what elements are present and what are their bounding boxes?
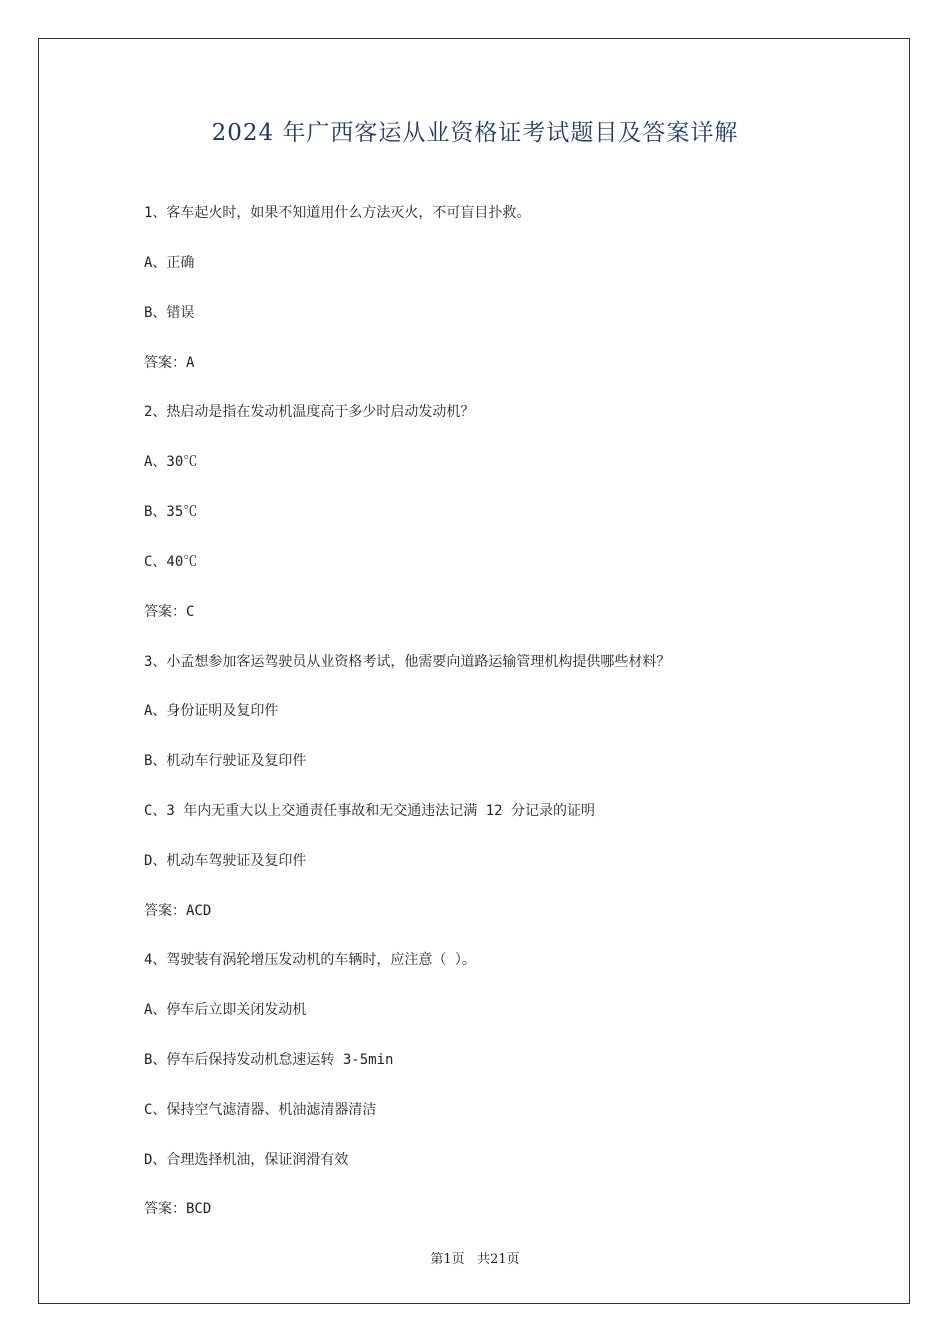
- question-4-answer: 答案：BCD: [144, 1201, 212, 1217]
- question-3-option-a: A、身份证明及复印件: [144, 703, 279, 719]
- question-4-option-a: A、停车后立即关闭发动机: [144, 1002, 307, 1018]
- question-1-option-a: A、正确: [144, 255, 195, 271]
- question-3-text: 3、小孟想参加客运驾驶员从业资格考试，他需要向道路运输管理机构提供哪些材料？: [144, 654, 671, 670]
- question-4-text: 4、驾驶装有涡轮增压发动机的车辆时，应注意（ ）。: [144, 952, 476, 968]
- question-2-option-a: A、30℃: [144, 454, 198, 470]
- question-3-option-b: B、机动车行驶证及复印件: [144, 753, 307, 769]
- question-3-option-c: C、3 年内无重大以上交通责任事故和无交通违法记满 12 分记录的证明: [144, 803, 595, 819]
- question-4-option-d: D、合理选择机油，保证润滑有效: [144, 1152, 349, 1168]
- question-1-option-b: B、错误: [144, 305, 195, 321]
- question-4-option-b: B、停车后保持发动机怠速运转 3-5min: [144, 1052, 394, 1068]
- question-2-option-b: B、35℃: [144, 504, 198, 520]
- page-footer: [0, 1248, 950, 1267]
- question-3-answer: 答案：ACD: [144, 903, 212, 919]
- question-2-option-c: C、40℃: [144, 554, 198, 570]
- question-3-option-d: D、机动车驾驶证及复印件: [144, 853, 307, 869]
- page-number-current: 第1页: [430, 1252, 465, 1267]
- question-4-option-c: C、保持空气滤清器、机油滤清器清洁: [144, 1102, 377, 1118]
- question-2-text: 2、热启动是指在发动机温度高于多少时启动发动机？: [144, 404, 475, 420]
- question-1-text: 1、客车起火时，如果不知道用什么方法灭火，不可盲目扑救。: [144, 205, 531, 221]
- question-2-answer: 答案：C: [144, 604, 195, 620]
- document-title: 2024 年广西客运从业资格证考试题目及答案详解: [211, 120, 739, 146]
- question-1-answer: 答案：A: [144, 355, 195, 371]
- page-number-total: 共21页: [477, 1252, 520, 1267]
